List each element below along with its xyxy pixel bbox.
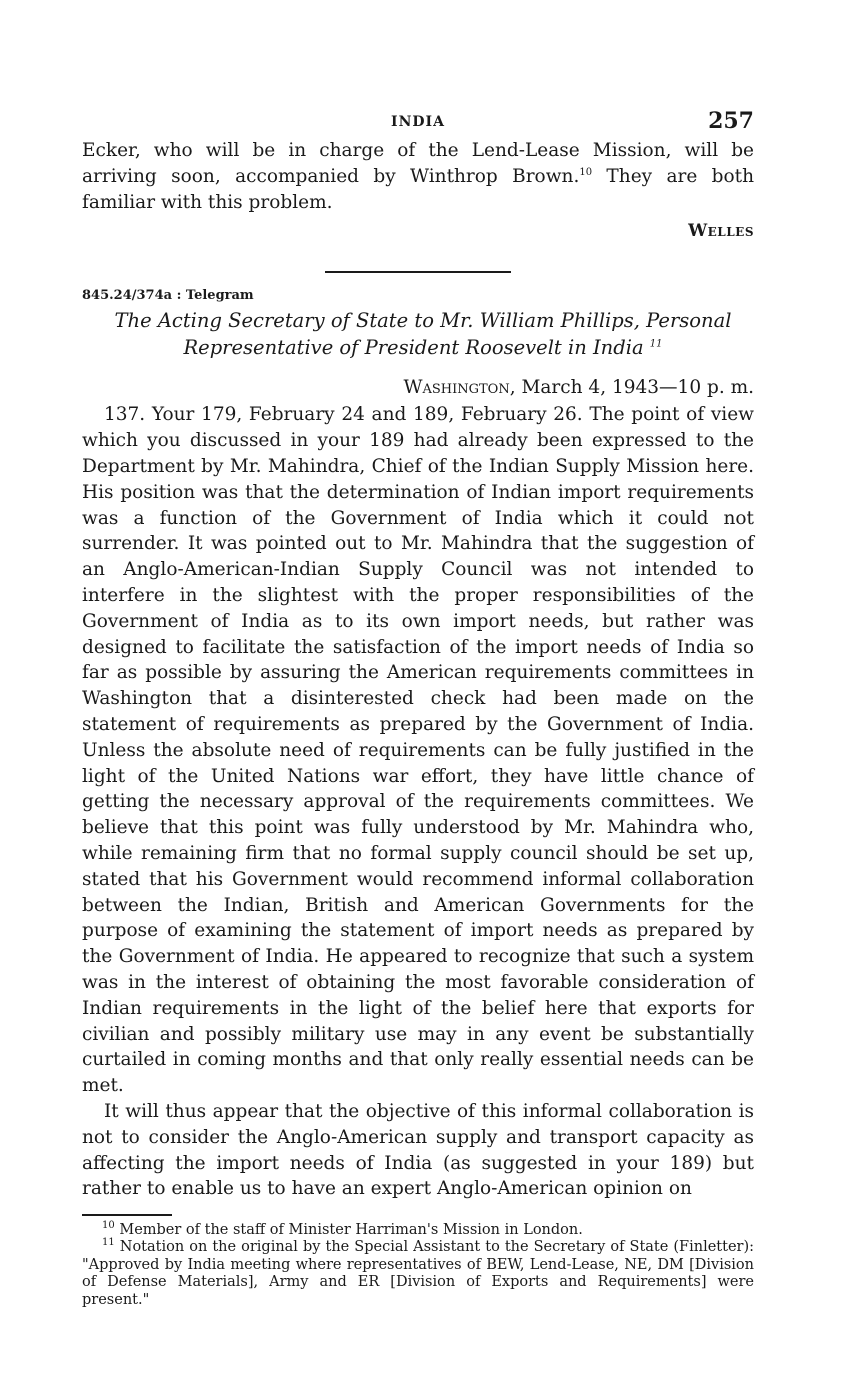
document-heading: [82, 307, 754, 361]
running-title: INDIA: [391, 114, 445, 130]
heading-line-2-text: Representative of President Roosevelt in India: [183, 336, 644, 360]
signature: Welles: [688, 221, 754, 242]
telegram-paragraph-2: It will thus appear that the objective of this informal collaboration is not to consider the Anglo-American supply and transport capacity as affecting the import needs of India (as suggested in your 189) but rather to enable us to have an expert Anglo-American opinion on: [82, 1100, 754, 1200]
footnote-text: Member of the staff of Minister Harriman's Mission in London.: [114, 1221, 583, 1238]
page-number: 257: [708, 108, 754, 134]
document-page: [82, 108, 754, 1309]
dateline-place: Washington: [403, 377, 510, 399]
telegram-paragraph-1: 137. Your 179, February 24 and 189, February 26. The point of view which you discussed in your 189 had already been expressed to the Department by Mr. Mahindra, Chief of the Indian Supply Mission here. His position was that the determination of Indian import requirements was a function of the Government of India which it could not surrender. It was pointed out to Mr. Mahindra that the suggestion of an Anglo-American-Indian Supply Council was not intended to interfere in the slightest with the proper responsibilities of the Government of India as to its own import needs, but rather was designed to facilitate the satisfaction of the import needs of India so far as possible by assuring the American requirements committees in Washington that a disinterested check had been made on the statement of requirements as prepared by the Government of India. Unless the absolute need of requirements can be fully justified in the light of the United Nations war effort, they have little chance of getting the necessary approval of the requirements committees. We believe that this point was fully understood by Mr. Mahindra who, while remaining firm that no formal supply council should be set up, stated that his Government would recommend informal collaboration between the Indian, British and American Governments for the purpose of examining the statement of import needs as prepared by the Government of India. He appeared to recognize that such a system was in the interest of obtaining the most favorable consideration of Indian requirements in the light of the belief here that exports for civilian and possibly military use may in any event be substantially curtailed in coming months and that only really essential needs can be met.: [82, 404, 754, 1097]
dateline-date: , March 4, 1943—10 p. m.: [509, 377, 754, 399]
section-divider: [325, 271, 511, 273]
continuation-text-end: They are both familiar with this problem.: [82, 165, 754, 213]
file-reference: 845.24/374a : Telegram: [82, 288, 254, 304]
heading-line-1: The Acting Secretary of State to Mr. William Phillips, Personal: [114, 309, 732, 333]
running-head: [82, 108, 754, 138]
footnote-ref-11: 11: [649, 338, 663, 350]
footnote-ref-10: 10: [579, 166, 593, 178]
continuation-paragraph: [82, 138, 754, 215]
footnotes: [82, 1219, 754, 1310]
footnote-11: [82, 1239, 754, 1309]
footnote-marker: 11: [102, 1237, 115, 1249]
dateline: [82, 374, 754, 402]
footnote-marker: 10: [102, 1219, 115, 1231]
heading-line-2: [92, 334, 754, 361]
footnote-rule: [82, 1214, 172, 1216]
footnote-text: Notation on the original by the Special Assistant to the Secretary of State (Finletter): "Approved by India meeting where representatives of BEW, Lend-Lease, NE, DM [Division of Defense Materials], Army and ER [Division of Exports and Requirements] were present.": [82, 1239, 754, 1308]
footnote-10: [82, 1219, 754, 1240]
continuation-text: Ecker, who will be in charge of the Lend-Lease Mission, will be arriving soon, accompanied by Winthrop Brown.: [82, 140, 754, 187]
